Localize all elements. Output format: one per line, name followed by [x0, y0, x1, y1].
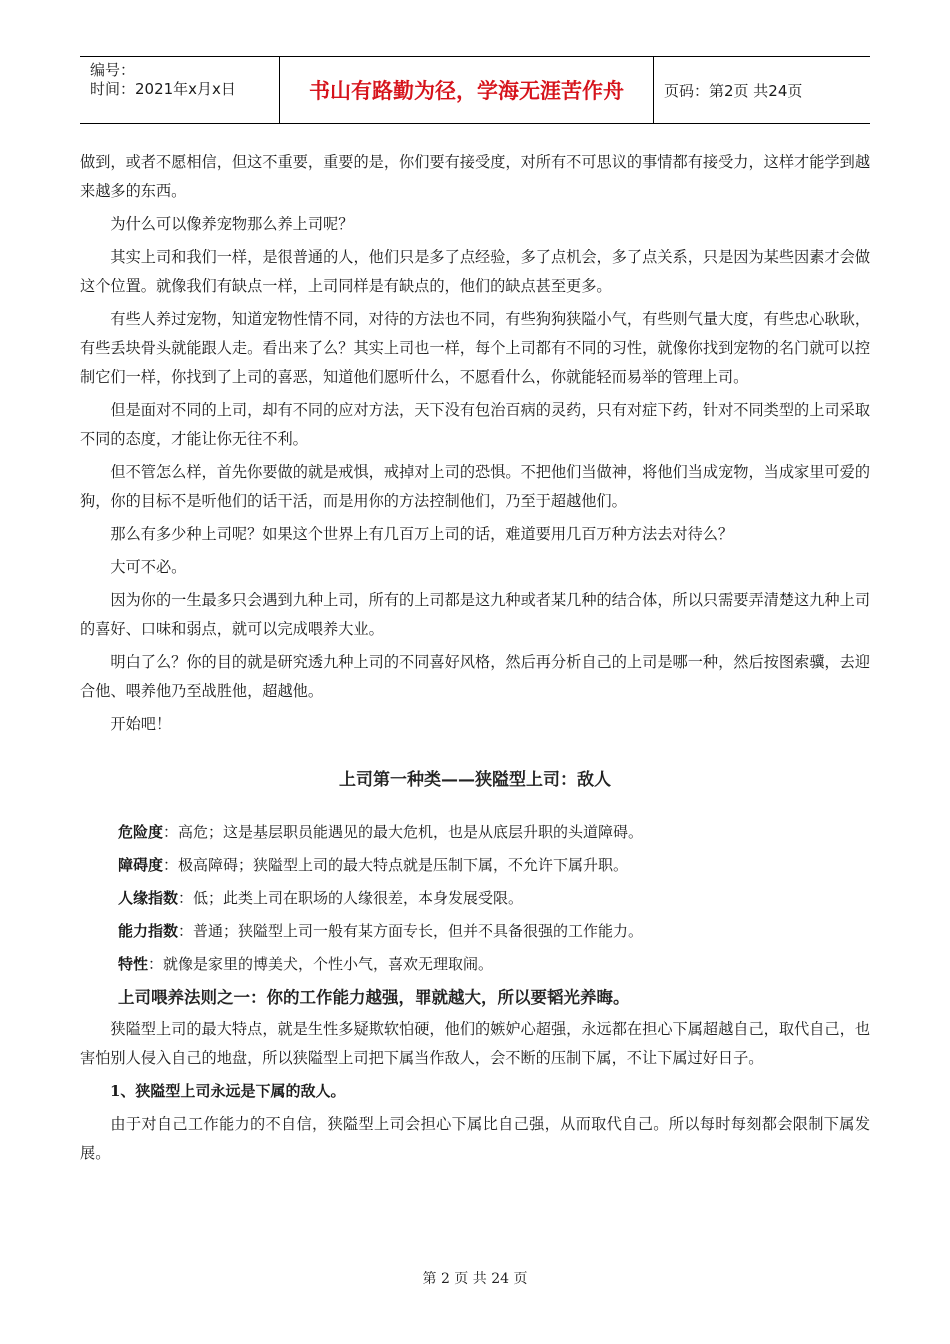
attribute-trait	[80, 950, 870, 979]
rule-title: 上司喂养法则之一：你的工作能力越强，罪就越大，所以要韬光养晦。	[118, 988, 630, 1007]
attribute-value: ：极高障碍；狭隘型上司的最大特点就是压制下属，不允许下属升职。	[163, 856, 629, 874]
attribute-value: ：普通；狭隘型上司一般有某方面专长，但并不具备很强的工作能力。	[178, 922, 644, 940]
section-title: 上司第一种类——狭隘型上司：敌人	[339, 770, 611, 790]
paragraph-continued: 做到，或者不愿相信，但这不重要，重要的是，你们要有接受度，对所有不可思议的事情都有接受力，这样才能学到越来越多的东西。	[80, 153, 870, 200]
header-page-info: 页码：第2页 共24页	[664, 81, 803, 100]
attribute-value: ：就像是家里的博美犬，个性小气，喜欢无理取闹。	[148, 955, 494, 973]
page-footer: 第 2 页 共 24 页	[422, 1271, 528, 1287]
paragraph: 但不管怎么样，首先你要做的就是戒惧，戒掉对上司的恐惧。不把他们当做神，将他们当成宠物，当成家里可爱的狗，你的目标不是听他们的话干活，而是用你的方法控制他们，乃至于超越他们。	[80, 463, 870, 510]
item-heading: 1、狭隘型上司永远是下属的敌人。	[110, 1082, 346, 1100]
paragraph: 明白了么？你的目的就是研究透九种上司的不同喜好风格，然后再分析自己的上司是哪一种，然后按图索骥，去迎合他、喂养他乃至战胜他，超越他。	[80, 653, 870, 700]
document-body	[80, 148, 870, 1172]
paragraph: 有些人养过宠物，知道宠物性情不同，对待的方法也不同，有些狗狗狭隘小气，有些则气量大度，有些忠心耿耿，有些丢块骨头就能跟人走。看出来了么？其实上司也一样，每个上司都有不同的习性，就像你找到宠物的名门就可以控制它们一样，你找到了上司的喜恶，知道他们愿听什么，不愿看什么，你就能轻而易举的管理上司。	[80, 310, 870, 386]
page-header	[80, 56, 870, 124]
attribute-danger	[80, 818, 870, 847]
paragraph: 因为你的一生最多只会遇到九种上司，所有的上司都是这九种或者某几种的结合体，所以只需要弄清楚这九种上司的喜好、口味和弱点，就可以完成喂养大业。	[80, 591, 870, 638]
attribute-key: 人缘指数	[118, 889, 179, 907]
attribute-value: ：低；此类上司在职场的人缘很差，本身发展受限。	[178, 889, 524, 907]
paragraph: 由于对自己工作能力的不自信，狭隘型上司会担心下属比自己强，从而取代自己。所以每时每刻都会限制下属发展。	[80, 1115, 870, 1162]
attribute-popularity	[80, 884, 870, 913]
header-meta	[80, 57, 280, 123]
attribute-obstacle	[80, 851, 870, 880]
paragraph: 为什么可以像养宠物那么养上司呢？	[110, 215, 354, 233]
attribute-value: ：高危；这是基层职员能遇见的最大危机，也是从底层升职的头道障碍。	[163, 823, 644, 841]
paragraph: 大可不必。	[110, 558, 187, 576]
header-slogan: 书山有路勤为径，学海无涯苦作舟	[280, 57, 654, 123]
attribute-key: 危险度	[118, 823, 164, 841]
document-number-label: 编号：	[90, 61, 136, 79]
paragraph: 但是面对不同的上司，却有不同的应对方法，天下没有包治百病的灵药，只有对症下药，针对不同类型的上司采取不同的态度，才能让你无往不利。	[80, 401, 870, 448]
paragraph: 其实上司和我们一样，是很普通的人，他们只是多了点经验，多了点机会，多了点关系，只是因为某些因素才会做这个位置。就像我们有缺点一样，上司同样是有缺点的，他们的缺点甚至更多。	[80, 248, 870, 295]
attribute-ability	[80, 917, 870, 946]
attribute-key: 特性	[118, 955, 149, 973]
document-time-label: 时间：2021年x月x日	[90, 80, 236, 98]
paragraph: 那么有多少种上司呢？如果这个世界上有几百万上司的话，难道要用几百万种方法去对待么？	[110, 525, 734, 543]
attribute-key: 能力指数	[118, 922, 179, 940]
paragraph: 狭隘型上司的最大特点，就是生性多疑欺软怕硬，他们的嫉妒心超强，永远都在担心下属超越自己，取代自己，也害怕别人侵入自己的地盘，所以狭隘型上司把下属当作敌人，会不断的压制下属，不让下属过好日子。	[80, 1020, 870, 1067]
attribute-key: 障碍度	[118, 856, 164, 874]
paragraph: 开始吧！	[110, 715, 172, 733]
